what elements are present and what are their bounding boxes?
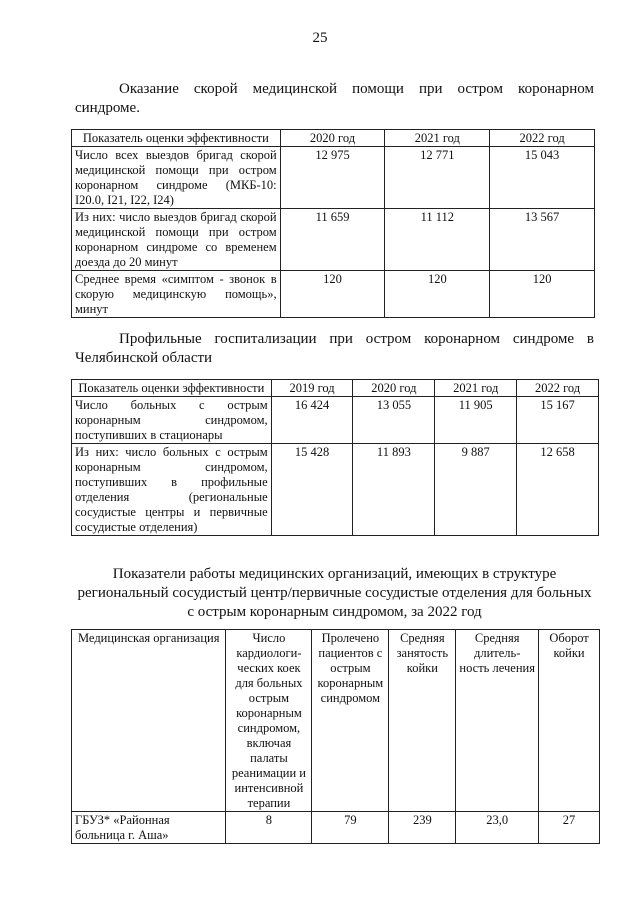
column-header: 2019 год	[271, 380, 353, 397]
column-header: 2022 год	[517, 380, 599, 397]
row-label: Число всех выездов бригад скорой медицинской помощи при остром коронарном синдроме (МКБ-10: I20.0, I21, I22, I24)	[72, 147, 281, 209]
column-header: 2022 год	[490, 130, 595, 147]
table-cell: 239	[389, 812, 456, 844]
column-header: Число кардиологи-ческих коек для больных острым коронарным синдромом, включая палаты реанимации и интенсивной терапии	[226, 630, 312, 812]
table-row	[72, 812, 600, 844]
column-header: 2020 год	[353, 380, 435, 397]
table-cell: 16 424	[271, 397, 353, 444]
organizations-table	[71, 629, 600, 844]
table-header-row	[72, 130, 595, 147]
section1-heading: Оказание скорой медицинской помощи при остром коронарном синдроме.	[75, 81, 594, 116]
table-cell: 11 112	[385, 209, 490, 271]
table-cell: 15 043	[490, 147, 595, 209]
hospitalization-table	[71, 379, 599, 536]
column-header: 2021 год	[385, 130, 490, 147]
column-header: Пролечено пациентов с острым коронарным синдромом	[312, 630, 389, 812]
table-header-row	[72, 630, 600, 812]
section3-heading: Показатели работы медицинских организаций, имеющих в структуре региональный сосудистый центр/первичные сосудистые отделения для больных с острым коронарным синдромом, за 2022 год	[77, 566, 592, 620]
table-row	[72, 271, 595, 318]
table-row	[72, 444, 599, 536]
table-cell: 15 428	[271, 444, 353, 536]
table-cell: 12 975	[280, 147, 385, 209]
table-header-row	[72, 380, 599, 397]
column-header: 2021 год	[435, 380, 517, 397]
row-label: ГБУЗ* «Районная больница г. Аша»	[72, 812, 226, 844]
column-header: Средняя длитель-ность лечения	[456, 630, 539, 812]
page-number: 25	[312, 30, 328, 46]
table-row	[72, 147, 595, 209]
table-cell: 11 905	[435, 397, 517, 444]
table-cell: 23,0	[456, 812, 539, 844]
row-label: Число больных с острым коронарным синдромом, поступивших в стационары	[72, 397, 272, 444]
table-cell: 15 167	[517, 397, 599, 444]
table-row	[72, 397, 599, 444]
table-cell: 120	[280, 271, 385, 318]
ambulance-table	[71, 129, 595, 318]
table-cell: 13 567	[490, 209, 595, 271]
table-cell: 13 055	[353, 397, 435, 444]
column-header: Средняя занятость койки	[389, 630, 456, 812]
table-cell: 120	[385, 271, 490, 318]
row-label: Из них: число больных с острым коронарным синдромом, поступивших в профильные отделения (региональные сосудистые центры и первичные сосудистые отделения)	[72, 444, 272, 536]
table-row	[72, 209, 595, 271]
column-header: 2020 год	[280, 130, 385, 147]
table-cell: 27	[539, 812, 600, 844]
table-cell: 12 658	[517, 444, 599, 536]
column-header: Показатель оценки эффективности	[72, 130, 281, 147]
table-cell: 12 771	[385, 147, 490, 209]
table-cell: 11 893	[353, 444, 435, 536]
column-header: Показатель оценки эффективности	[72, 380, 272, 397]
table-cell: 9 887	[435, 444, 517, 536]
column-header: Медицинская организация	[72, 630, 226, 812]
table-cell: 120	[490, 271, 595, 318]
table-cell: 11 659	[280, 209, 385, 271]
row-label: Из них: число выездов бригад скорой медицинской помощи при остром коронарном синдроме со временем доезда до 20 минут	[72, 209, 281, 271]
column-header: Оборот койки	[539, 630, 600, 812]
row-label: Среднее время «симптом - звонок в скорую медицинскую помощь», минут	[72, 271, 281, 318]
table-cell: 79	[312, 812, 389, 844]
section2-heading: Профильные госпитализации при остром коронарном синдроме в Челябинской области	[75, 331, 594, 366]
table-cell: 8	[226, 812, 312, 844]
